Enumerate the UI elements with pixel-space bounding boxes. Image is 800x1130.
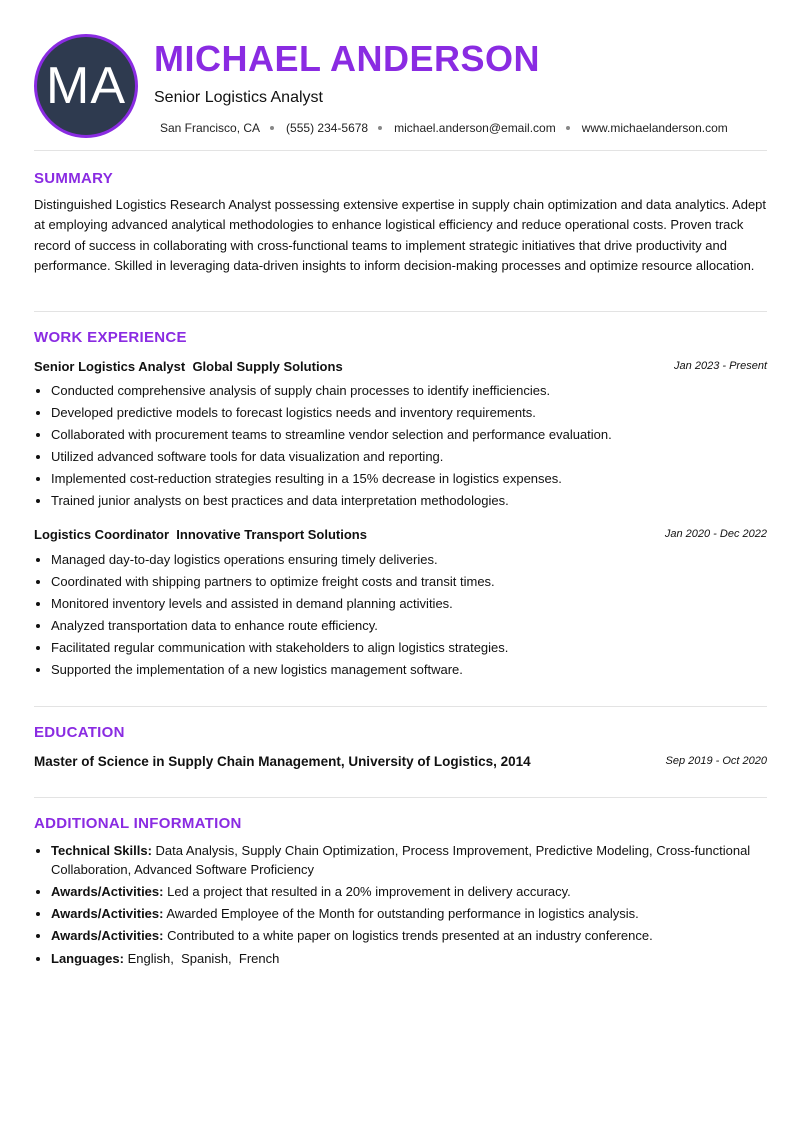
candidate-name: MICHAEL ANDERSON (154, 38, 541, 79)
list-item: Facilitated regular communication with stakeholders to align logistics strategies. (51, 637, 767, 659)
list-item: Collaborated with procurement teams to streamline vendor selection and performance evaluation. (51, 424, 767, 446)
info-label: Technical Skills: (51, 843, 152, 858)
resume-header (34, 34, 767, 138)
list-item (51, 949, 767, 968)
list-item: Managed day-to-day logistics operations ensuring timely deliveries. (51, 549, 767, 571)
education-degree: Master of Science in Supply Chain Management, University of Logistics, 2014 (34, 754, 531, 769)
list-item: Utilized advanced software tools for data visualization and reporting. (51, 446, 767, 468)
job-header (34, 526, 767, 544)
divider (34, 150, 767, 151)
education-heading: EDUCATION (34, 724, 125, 741)
list-item (51, 904, 767, 923)
job-bullets (51, 380, 767, 512)
avatar (34, 34, 138, 138)
info-text: English, Spanish, French (127, 951, 280, 966)
list-item: Developed predictive models to forecast logistics needs and inventory requirements. (51, 402, 767, 424)
info-text: Contributed to a white paper on logistics trends presented at an industry conference. (167, 928, 653, 943)
info-label: Awards/Activities: (51, 884, 164, 899)
contact-info (160, 121, 728, 135)
divider (34, 797, 767, 798)
education-date: Sep 2019 - Oct 2020 (665, 755, 767, 767)
info-label: Awards/Activities: (51, 906, 164, 921)
list-item (51, 841, 767, 879)
info-label: Awards/Activities: (51, 928, 164, 943)
contact-phone: (555) 234-5678 (286, 121, 369, 135)
info-text: Data Analysis, Supply Chain Optimization, Process Improvement, Predictive Modeling, Cross-functional Collaboration, Advanced Software Proficiency (51, 843, 751, 877)
list-item: Trained junior analysts on best practices and data interpretation methodologies. (51, 490, 767, 512)
info-label: Languages: (51, 951, 124, 966)
separator-dot (566, 126, 570, 130)
contact-location: San Francisco, CA (160, 121, 261, 135)
contact-email[interactable]: michael.anderson@email.com (394, 121, 556, 135)
separator-dot (270, 126, 274, 130)
list-item: Implemented cost-reduction strategies resulting in a 15% decrease in logistics expenses. (51, 468, 767, 490)
list-item (51, 926, 767, 945)
avatar-initials: MA (46, 57, 126, 115)
summary-text: Distinguished Logistics Research Analyst possessing extensive expertise in supply chain optimization and data analytics. Adept at employing advanced analytical methodologies to enhance logistical efficiency and reduce operational costs. Proven track record of success in collaborating with cross-functional teams to implement strategic initiatives that drive productivity and performance. Skilled in leveraging data-driven insights to inform decision-making processes and optimize resource allocation. (34, 197, 767, 274)
list-item: Coordinated with shipping partners to optimize freight costs and transit times. (51, 571, 767, 593)
contact-website[interactable]: www.michaelanderson.com (581, 121, 728, 135)
info-text: Led a project that resulted in a 20% improvement in delivery accuracy. (167, 884, 571, 899)
separator-dot (378, 126, 382, 130)
list-item: Monitored inventory levels and assisted in demand planning activities. (51, 593, 767, 615)
list-item: Analyzed transportation data to enhance route efficiency. (51, 615, 767, 637)
additional-list (51, 841, 767, 971)
experience-heading: WORK EXPERIENCE (34, 329, 187, 346)
education-entry (34, 753, 767, 773)
candidate-title: Senior Logistics Analyst (154, 89, 323, 106)
list-item (51, 882, 767, 901)
summary-heading: SUMMARY (34, 170, 114, 187)
divider (34, 706, 767, 707)
additional-heading: ADDITIONAL INFORMATION (34, 815, 242, 832)
info-text: Awarded Employee of the Month for outstanding performance in logistics analysis. (166, 906, 639, 921)
list-item: Supported the implementation of a new logistics management software. (51, 659, 767, 681)
job-date: Jan 2020 - Dec 2022 (664, 528, 767, 540)
job-bullets (51, 549, 767, 681)
list-item: Conducted comprehensive analysis of supply chain processes to identify inefficiencies. (51, 380, 767, 402)
job-header (34, 358, 767, 376)
job-date: Jan 2023 - Present (674, 360, 767, 372)
job-role: Senior Logistics Analyst Global Supply Solutions (34, 359, 343, 374)
job-role: Logistics Coordinator Innovative Transport Solutions (34, 527, 367, 542)
divider (34, 311, 767, 312)
